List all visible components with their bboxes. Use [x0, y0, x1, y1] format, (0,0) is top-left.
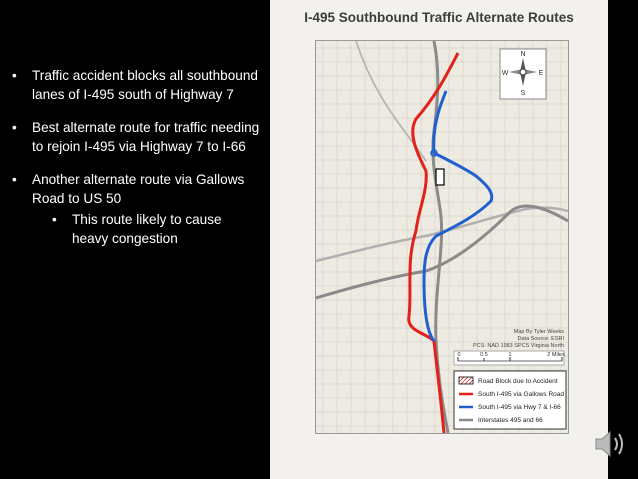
sub-bullet-item [50, 210, 260, 248]
map-title: I-495 Southbound Traffic Alternate Routes [304, 10, 574, 25]
speaker-icon[interactable] [590, 424, 630, 469]
scale-label: 0 [457, 352, 461, 358]
sub-bullet-text: This route likely to cause heavy congestion [72, 212, 222, 246]
scale-label: 0.5 [480, 352, 488, 358]
bullet-text: Traffic accident blocks all southbound lanes of I-495 south of Highway 7 [32, 68, 258, 102]
slide-text-panel [0, 0, 270, 479]
scale-label: 1 [508, 352, 512, 358]
credit-author: Map By Tyler Weeks [513, 329, 564, 335]
compass-south: S [520, 90, 526, 97]
credit-projection: PCS: NAD 1983 SPCS Virginia North [473, 343, 564, 349]
map-panel [270, 0, 608, 479]
bullet-dot: • [12, 120, 17, 135]
legend-label: South I-495 via Hwy 7 & I-66 [478, 404, 561, 411]
legend-label: Interstates 495 and 66 [478, 417, 543, 424]
bullet-dot: • [12, 68, 17, 83]
credit-source: Data Source: ESRI [517, 336, 564, 342]
map-legend [454, 371, 566, 429]
bullet-item [10, 170, 260, 248]
scale-label: 2 Miles [547, 352, 565, 358]
compass-rose [500, 49, 546, 99]
map-canvas [316, 41, 568, 433]
map-frame [315, 40, 569, 434]
sub-bullet-list [32, 210, 260, 248]
scale-bar [454, 351, 565, 365]
compass-east: E [538, 70, 544, 77]
bullet-text: Another alternate route via Gallows Road to US 50 [32, 172, 245, 206]
bullet-text: Best alternate route for traffic needing to rejoin I-495 via Highway 7 to I-66 [32, 120, 260, 154]
bullet-dot: • [52, 212, 57, 227]
bullet-dot: • [12, 172, 17, 187]
bullet-item [10, 66, 260, 104]
road-block-marker [436, 169, 444, 185]
legend-label: South I-495 via Gallows Road [478, 391, 564, 398]
legend-swatch-roadblock [459, 377, 473, 384]
legend-label: Road Block due to Accident [478, 378, 558, 385]
bullet-list [10, 66, 260, 262]
compass-west: W [501, 70, 509, 77]
bullet-item [10, 118, 260, 156]
compass-north: N [520, 51, 526, 58]
